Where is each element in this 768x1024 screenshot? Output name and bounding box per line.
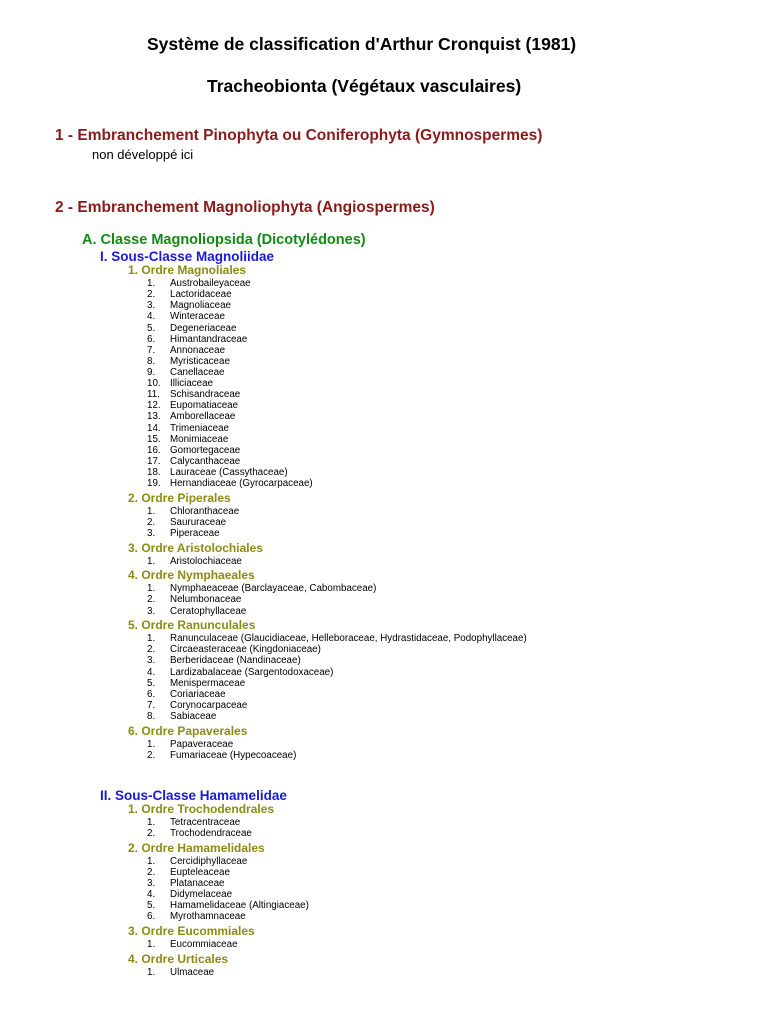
family-number: 17. xyxy=(147,455,161,467)
family-name: Myrothamnaceae xyxy=(170,911,246,923)
family-number: 14. xyxy=(147,422,161,434)
family-name: Menispermaceae xyxy=(170,677,246,689)
division-1-heading: 1 - Embranchement Pinophyta ou Coniferophyta (Gymnospermes) xyxy=(55,127,543,144)
family-number: 13. xyxy=(147,411,161,423)
family-number: 3. xyxy=(147,878,156,889)
family-number: 6. xyxy=(147,333,156,345)
family-number: 2. xyxy=(147,516,156,528)
family-name: Lauraceae (Cassythaceae) xyxy=(170,467,288,478)
family-name: Chloranthaceae xyxy=(170,505,240,517)
family-number: 2. xyxy=(147,866,156,878)
family-name: Hamamelidaceae (Altingiaceae) xyxy=(170,900,309,912)
family-name: Fumariaceae (Hypecoaceae) xyxy=(170,749,297,761)
family-number: 1. xyxy=(147,505,156,517)
family-name: Nelumbonaceae xyxy=(170,594,242,606)
family-number: 2. xyxy=(147,749,156,761)
family-number: 4. xyxy=(147,889,156,901)
family-name: Berberidaceae (Nandinaceae) xyxy=(170,655,301,667)
order-heading: 1. Ordre Trochodendrales xyxy=(128,802,275,816)
family-name: Himantandraceae xyxy=(170,333,248,345)
family-number: 3. xyxy=(147,300,156,312)
family-name: Illiciaceae xyxy=(170,378,214,390)
family-name: Aristolochiaceae xyxy=(170,555,242,567)
family-number: 2. xyxy=(147,289,156,301)
family-name: Coriariaceae xyxy=(170,688,226,700)
page-subtitle: Tracheobionta (Végétaux vasculaires) xyxy=(207,76,522,96)
order-heading: 2. Ordre Piperales xyxy=(128,490,231,505)
order-heading: 6. Ordre Papaverales xyxy=(128,723,248,738)
family-number: 2. xyxy=(147,828,156,840)
family-name: Winteraceae xyxy=(170,311,225,323)
division-1-note: non développé ici xyxy=(92,147,194,162)
order-heading: 4. Ordre Nymphaeales xyxy=(128,568,255,583)
family-number: 18. xyxy=(147,467,161,478)
family-name: Saururaceae xyxy=(170,516,227,528)
family-name: Nymphaeaceae (Barclayaceae, Cabombaceae) xyxy=(170,583,377,595)
family-name: Lardizabalaceae (Sargentodoxaceae) xyxy=(170,666,334,678)
class-heading: A. Classe Magnoliopsida (Dicotylédones) xyxy=(82,232,366,248)
family-number: 5. xyxy=(147,322,156,334)
family-name: Corynocarpaceae xyxy=(170,699,248,711)
family-number: 15. xyxy=(147,433,161,445)
family-name: Eupomatiaceae xyxy=(170,400,239,412)
subclass-1-heading: I. Sous-Classe Magnoliidae xyxy=(100,249,275,264)
family-name: Myristicaceae xyxy=(170,355,230,367)
order-heading: 5. Ordre Ranunculales xyxy=(128,618,256,633)
family-number: 12. xyxy=(147,400,161,412)
family-number: 6. xyxy=(147,688,156,700)
family-name: Magnoliaceae xyxy=(170,300,232,312)
family-number: 1. xyxy=(147,939,156,950)
family-name: Annonaceae xyxy=(170,344,226,356)
family-number: 3. xyxy=(147,655,156,667)
family-number: 8. xyxy=(147,355,156,367)
family-name: Tetracentraceae xyxy=(170,817,241,828)
family-number: 10. xyxy=(147,378,161,390)
family-number: 6. xyxy=(147,911,156,923)
family-name: Lactoridaceae xyxy=(170,289,232,301)
family-number: 4. xyxy=(147,666,156,678)
family-number: 1. xyxy=(147,633,156,645)
family-number: 2. xyxy=(147,644,156,656)
family-name: Circaeasteraceae (Kingdoniaceae) xyxy=(170,644,321,656)
division-2-heading: 2 - Embranchement Magnoliophyta (Angiospermes) xyxy=(55,199,435,216)
family-name: Austrobaileyaceae xyxy=(170,278,251,289)
family-number: 1. xyxy=(147,278,156,289)
family-number: 3. xyxy=(147,528,156,539)
family-name: Trimeniaceae xyxy=(170,422,229,434)
family-number: 9. xyxy=(147,367,156,378)
family-name: Canellaceae xyxy=(170,367,225,378)
family-name: Gomortegaceae xyxy=(170,444,241,456)
family-number: 1. xyxy=(147,855,156,867)
family-number: 1. xyxy=(147,817,156,828)
family-name: Hernandiaceae (Gyrocarpaceae) xyxy=(170,478,313,490)
family-name: Papaveraceae xyxy=(170,738,234,750)
family-name: Eupteleaceae xyxy=(170,866,230,878)
family-number: 8. xyxy=(147,711,156,722)
family-number: 7. xyxy=(147,344,156,356)
family-number: 16. xyxy=(147,444,161,456)
family-name: Monimiaceae xyxy=(170,433,229,445)
subclass-2-heading: II. Sous-Classe Hamamelidae xyxy=(100,788,287,803)
order-heading: 1. Ordre Magnoliales xyxy=(128,263,247,277)
family-number: 7. xyxy=(147,699,156,711)
family-name: Platanaceae xyxy=(170,878,225,889)
family-name: Eucommiaceae xyxy=(170,939,238,950)
family-number: 11. xyxy=(147,389,160,401)
order-heading: 4. Ordre Urticales xyxy=(128,951,229,966)
family-name: Ranunculaceae (Glaucidiaceae, Helleboraceae, Hydrastidaceae, Podophyllaceae) xyxy=(170,633,527,645)
family-name: Ulmaceae xyxy=(170,966,215,978)
family-number: 2. xyxy=(147,594,156,606)
family-number: 1. xyxy=(147,583,156,595)
family-name: Piperaceae xyxy=(170,528,220,539)
family-number: 19. xyxy=(147,478,161,490)
family-number: 5. xyxy=(147,900,156,912)
page-title: Système de classification d'Arthur Cronquist (1981) xyxy=(147,34,577,54)
family-number: 1. xyxy=(147,738,156,750)
family-name: Calycanthaceae xyxy=(170,455,241,467)
family-name: Degeneriaceae xyxy=(170,322,237,334)
order-heading: 3. Ordre Aristolochiales xyxy=(128,540,263,555)
family-name: Amborellaceae xyxy=(170,411,236,423)
family-number: 1. xyxy=(147,555,156,567)
family-number: 1. xyxy=(147,966,156,978)
family-name: Ceratophyllaceae xyxy=(170,605,247,617)
family-name: Didymelaceae xyxy=(170,889,233,901)
family-number: 5. xyxy=(147,677,156,689)
family-name: Schisandraceae xyxy=(170,389,241,401)
family-number: 3. xyxy=(147,605,156,617)
family-name: Sabiaceae xyxy=(170,711,217,722)
family-name: Trochodendraceae xyxy=(170,828,252,840)
order-heading: 2. Ordre Hamamelidales xyxy=(128,840,265,855)
family-name: Cercidiphyllaceae xyxy=(170,855,248,867)
order-heading: 3. Ordre Eucommiales xyxy=(128,924,255,938)
family-number: 4. xyxy=(147,311,156,323)
